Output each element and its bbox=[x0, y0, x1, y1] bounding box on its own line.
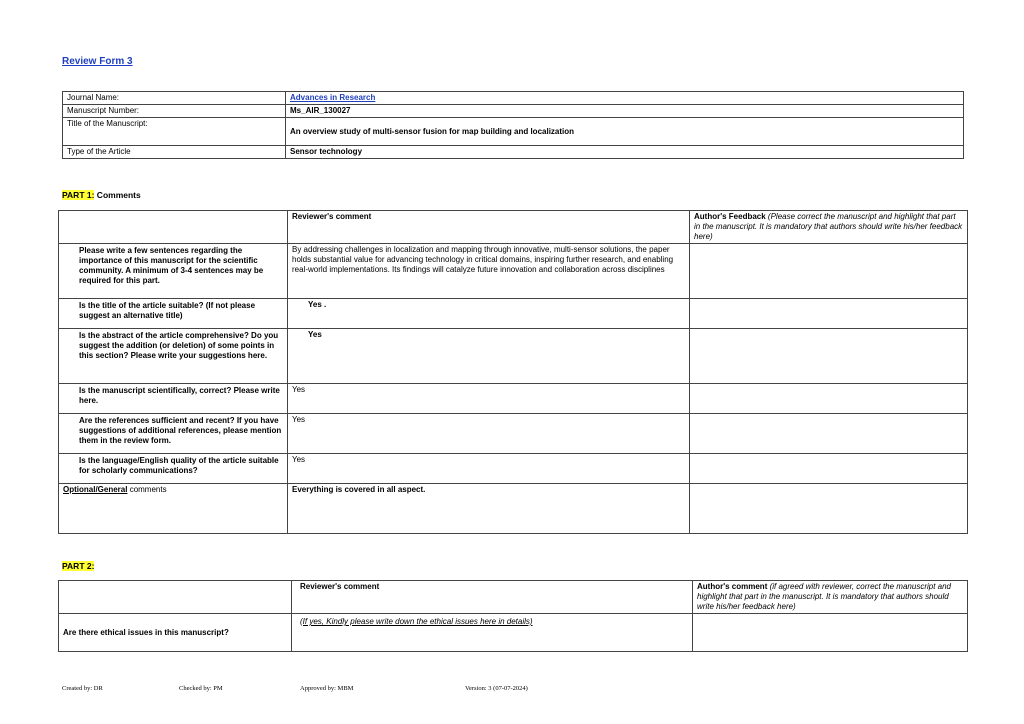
part1-comments-table bbox=[58, 210, 968, 534]
question-abstract: Is the abstract of the article comprehensive? Do you suggest the addition (or deletion) of some points in this section? Please write your suggestions here. bbox=[59, 329, 288, 384]
part2-label: PART 2: bbox=[62, 561, 95, 571]
table-row bbox=[59, 244, 968, 299]
reviewer-comment[interactable]: Yes bbox=[288, 384, 690, 414]
table-row bbox=[59, 329, 968, 384]
footer-checked: Checked by: PM bbox=[179, 685, 223, 692]
question-language: Is the language/English quality of the article suitable for scholarly communications? bbox=[59, 454, 288, 484]
table-row bbox=[59, 454, 968, 484]
journal-link[interactable]: Advances in Research bbox=[290, 93, 376, 102]
author-comment-cell[interactable] bbox=[693, 614, 968, 652]
table-row bbox=[59, 484, 968, 534]
manuscript-info-table bbox=[62, 91, 964, 159]
part2-reviewer-header: Reviewer's comment bbox=[292, 581, 693, 614]
question-ethics: Are there ethical issues in this manuscript? bbox=[59, 614, 292, 652]
form-title: Review Form 3 bbox=[62, 56, 133, 67]
reviewer-comment-header: Reviewer's comment bbox=[288, 211, 690, 244]
question-title: Is the title of the article suitable? (If not please suggest an alternative title) bbox=[59, 299, 288, 329]
table-row bbox=[59, 614, 968, 652]
reviewer-comment[interactable]: Yes bbox=[288, 329, 690, 384]
part2-author-header: Author's comment (if agreed with reviewer, correct the manuscript and highlight that part in the manuscript. It is mandatory that authors should write his/her feedback here) bbox=[693, 581, 968, 614]
author-feedback-cell[interactable] bbox=[690, 414, 968, 454]
part1-label-rest: Comments bbox=[94, 190, 141, 200]
part1-heading bbox=[62, 190, 141, 200]
table-row bbox=[59, 414, 968, 454]
author-feedback-cell[interactable] bbox=[690, 299, 968, 329]
article-type-label: Type of the Article bbox=[63, 146, 286, 159]
manuscript-number-label: Manuscript Number: bbox=[63, 105, 286, 118]
manuscript-title-label: Title of the Manuscript: bbox=[63, 118, 286, 146]
optional-comment[interactable]: Everything is covered in all aspect. bbox=[288, 484, 690, 534]
question-importance: Please write a few sentences regarding the importance of this manuscript for the scientific community. A minimum of 3-4 sentences may be required for this part. bbox=[59, 244, 288, 299]
table-row bbox=[59, 384, 968, 414]
author-feedback-cell[interactable] bbox=[690, 454, 968, 484]
author-feedback-header: Author's Feedback (Please correct the manuscript and highlight that part in the manuscript. It is mandatory that authors should write his/her feedback here) bbox=[690, 211, 968, 244]
ethics-comment[interactable]: (If yes, Kindly please write down the ethical issues here in details) bbox=[292, 614, 693, 652]
article-type-value: Sensor technology bbox=[286, 146, 964, 159]
reviewer-comment[interactable]: By addressing challenges in localization and mapping through innovative, multi-sensor solutions, the paper holds substantial value for advancing technology in critical domains, inspiring further research, and enabling real-world implementations. Its findings will catalyze future innovation and collaboration across disciplines bbox=[288, 244, 690, 299]
author-feedback-cell[interactable] bbox=[690, 384, 968, 414]
footer-approved: Approved by: MBM bbox=[300, 685, 354, 692]
table-row bbox=[59, 299, 968, 329]
footer-version: Version: 3 (07-07-2024) bbox=[465, 685, 528, 692]
author-feedback-cell[interactable] bbox=[690, 484, 968, 534]
manuscript-number-value: Ms_AIR_130027 bbox=[286, 105, 964, 118]
manuscript-title-value: An overview study of multi-sensor fusion for map building and localization bbox=[286, 118, 964, 146]
reviewer-comment[interactable]: Yes . bbox=[288, 299, 690, 329]
author-feedback-cell[interactable] bbox=[690, 244, 968, 299]
question-scientific: Is the manuscript scientifically, correct? Please write here. bbox=[59, 384, 288, 414]
question-references: Are the references sufficient and recent? If you have suggestions of additional references, please mention them in the review form. bbox=[59, 414, 288, 454]
part2-ethics-table bbox=[58, 580, 968, 652]
optional-comments-label: Optional/General comments bbox=[59, 484, 288, 534]
reviewer-comment[interactable]: Yes bbox=[288, 414, 690, 454]
part2-heading bbox=[62, 561, 94, 571]
journal-label: Journal Name: bbox=[63, 92, 286, 105]
footer-created: Created by: DR bbox=[62, 685, 103, 692]
part1-label: PART 1: bbox=[62, 190, 95, 200]
author-feedback-cell[interactable] bbox=[690, 329, 968, 384]
reviewer-comment[interactable]: Yes bbox=[288, 454, 690, 484]
